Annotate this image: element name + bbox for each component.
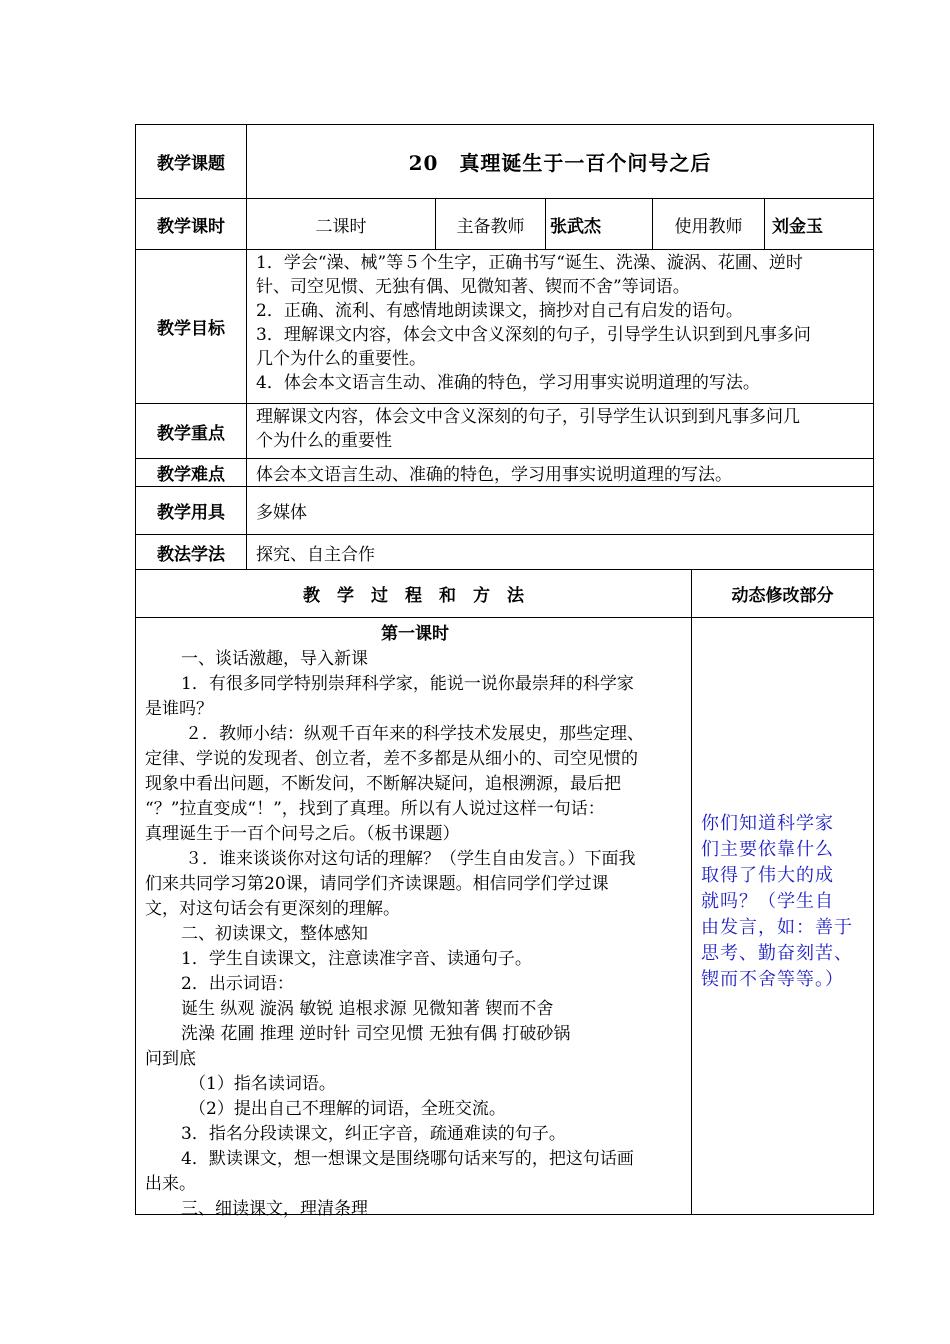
tools-text: 多媒体 — [256, 503, 307, 523]
process-body — [145, 622, 685, 1222]
note-line: 们主要依靠什么 — [701, 839, 834, 860]
lead-teacher-label: 主备教师 — [456, 216, 525, 237]
goal-line: 针、司空见惯、无独有偶、见微知著、锲而不舍”等词语。 — [256, 277, 690, 297]
note-line: 取得了伟大的成 — [701, 865, 834, 886]
process-line: 三、细读课文，理清条理 — [181, 1199, 368, 1219]
key-point-line: 个为什么的重要性 — [256, 431, 392, 451]
goal-line: 1．学会“澡、械”等５个生字，正确书写“诞生、洗澡、漩涡、花圃、逆时 — [256, 253, 803, 273]
process-line: 是谁吗？ — [145, 699, 213, 719]
session-title: 第一课时 — [381, 624, 449, 644]
key-point-line: 理解课文内容，体会文中含义深刻的句子，引导学生认识到到凡事多问几 — [256, 407, 800, 427]
process-line: （2）提出自己不理解的词语，全班交流。 — [189, 1099, 506, 1119]
process-line: 二、初读课文，整体感知 — [181, 924, 368, 944]
goal-line: 2．正确、流利、有感情地朗读课文，摘抄对自己有启发的语句。 — [256, 301, 743, 321]
row-divider — [136, 617, 873, 618]
process-line: 1．有很多同学特别崇拜科学家，能说一说你最崇拜的科学家 — [181, 674, 634, 694]
process-line: 文，对这句话会有更深刻的理解。 — [145, 899, 400, 919]
process-line: 真理诞生于一百个问号之后。（板书课题） — [145, 824, 460, 844]
lesson-title: 20 真理诞生于一百个问号之后 — [408, 151, 712, 175]
process-line: ３．谁来谈谈你对这句话的理解？（学生自由发言。）下面我 — [185, 849, 636, 869]
methods-text: 探究、自主合作 — [256, 544, 375, 565]
dynamic-heading: 动态修改部分 — [731, 586, 834, 606]
note-line: 就吗？（学生自 — [701, 891, 834, 912]
note-line: 由发言，如：善于 — [701, 917, 853, 938]
note-line: 你们知道科学家 — [701, 813, 834, 834]
topic-label: 教学课题 — [157, 154, 225, 174]
difficulties-text: 体会本文语言生动、准确的特色，学习用事实说明道理的写法。 — [256, 465, 732, 485]
vocabulary-line: 问到底 — [145, 1049, 196, 1069]
process-column-divider — [691, 569, 692, 1214]
process-line: 1．学生自读课文，注意读准字音、读通句子。 — [181, 949, 532, 969]
goal-line: 3．理解课文内容，体会文中含义深刻的句子，引导学生认识到到凡事多问 — [256, 325, 811, 345]
methods-label: 教法学法 — [157, 544, 225, 565]
hours-column-divider — [764, 198, 765, 249]
process-line: 3．指名分段读课文，纠正字音，疏通难读的句子。 — [181, 1124, 566, 1144]
using-teacher-label: 使用教师 — [674, 216, 743, 237]
dynamic-note — [701, 811, 871, 993]
hours-column-divider — [545, 198, 546, 249]
vocabulary-line: 诞生 纵观 漩涡 敏锐 追根求源 见微知著 锲而不舍 — [181, 999, 554, 1019]
process-line: ２．教师小结：纵观千百年来的科学技术发展史，那些定理、 — [185, 724, 644, 744]
process-line: 定律、学说的发现者、创立者，差不多都是从细小的、司空见惯的 — [145, 749, 638, 769]
hours-value: 二课时 — [315, 216, 367, 237]
lead-teacher-name: 张武杰 — [550, 216, 601, 237]
process-line: 们来共同学习第20课，请同学们齐读课题。相信同学们学过课 — [145, 874, 609, 894]
difficulties-label: 教学难点 — [157, 465, 225, 485]
hours-label: 教学课时 — [157, 216, 225, 237]
goal-line: 几个为什么的重要性。 — [256, 349, 426, 369]
note-line: 锲而不舍等等。） — [701, 969, 844, 990]
goals-label: 教学目标 — [157, 319, 225, 339]
vocabulary-line: 洗澡 花圃 推理 逆时针 司空见惯 无独有偶 打破砂锅 — [181, 1024, 571, 1044]
process-heading: 教 学 过 程 和 方 法 — [303, 586, 524, 606]
process-line: “？”拉直变成“！”，找到了真理。所以有人说过这样一句话： — [145, 799, 605, 819]
process-line: 出来。 — [145, 1174, 196, 1194]
process-line: 4．默读课文，想一想课文是围绕哪句话来写的，把这句话画 — [181, 1149, 634, 1169]
process-line: 2．出示词语： — [181, 974, 294, 994]
key-points-label: 教学重点 — [157, 423, 225, 444]
goals-text — [256, 251, 871, 395]
key-points-text — [256, 405, 871, 453]
tools-label: 教学用具 — [157, 503, 225, 523]
process-line: 一、谈话激趣，导入新课 — [181, 649, 368, 669]
note-line: 思考、勤奋刻苦、 — [701, 943, 853, 964]
process-line: （1）指名读词语。 — [189, 1074, 336, 1094]
lesson-plan-table — [135, 124, 874, 1219]
goal-line: 4．体会本文语言生动、准确的特色，学习用事实说明道理的写法。 — [256, 373, 760, 393]
process-line: 现象中看出问题，不断发问，不断解决疑问，追根溯源，最后把 — [145, 774, 621, 794]
using-teacher-name: 刘金玉 — [772, 216, 823, 237]
